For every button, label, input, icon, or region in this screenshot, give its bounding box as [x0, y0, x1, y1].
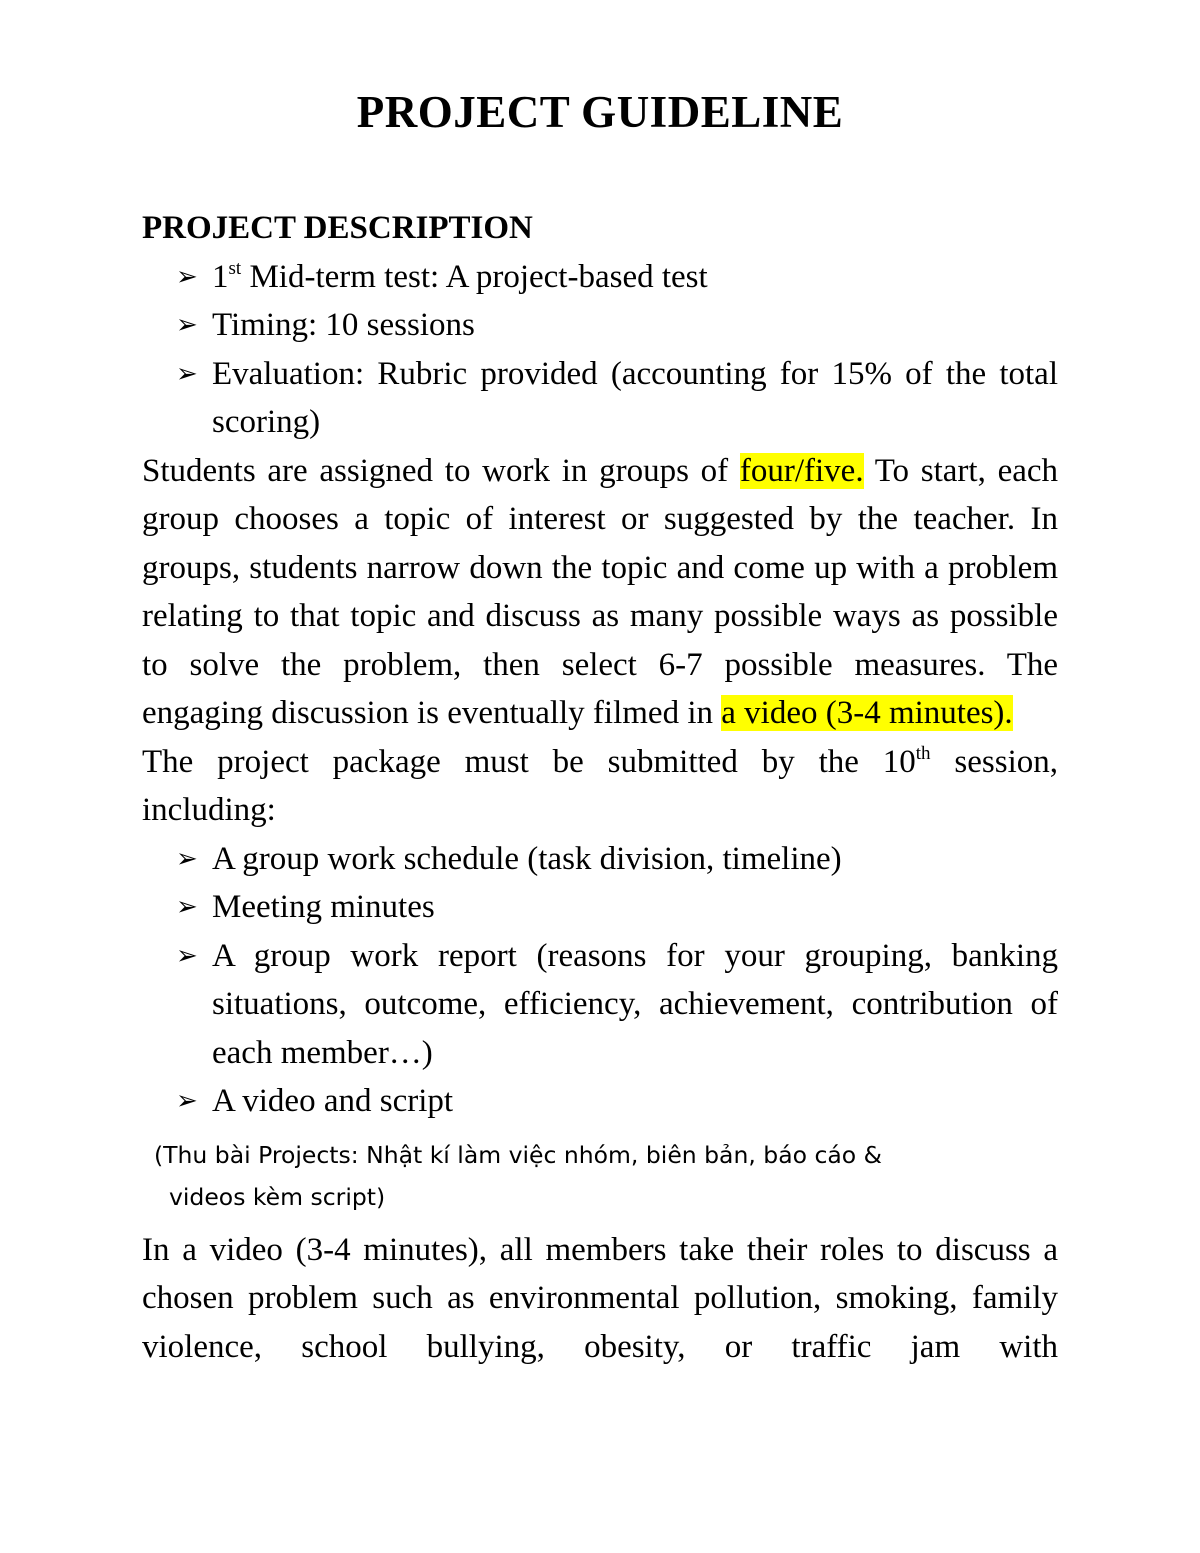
arrowhead-bullet-icon: ➢ [176, 892, 198, 922]
ordinal-suffix: th [915, 742, 931, 764]
paragraph-group-work [142, 447, 1058, 738]
bullet-item-video [176, 1077, 1058, 1126]
bullet-text: Mid-term test: A project-based test [241, 258, 708, 295]
bullet-text: A group work schedule (task division, timeline) [212, 840, 842, 877]
vietnamese-note [154, 1134, 954, 1218]
arrowhead-bullet-icon: ➢ [176, 358, 198, 389]
paragraph-video-discussion: In a video (3-4 minutes), all members take their roles to discuss a chosen problem such as environmental pollution, smoking, family violence, school bullying, obesity, or traffic jam with [142, 1231, 1058, 1365]
bullet-item-midterm [176, 253, 1058, 302]
bullet-text: A group work report (reasons for your grouping, banking situations, outcome, efficiency, achievement, contribution of each member…) [212, 937, 1058, 1071]
bullet-item-minutes [176, 883, 1058, 932]
bullet-text: 1 [212, 258, 229, 295]
bullet-text: Meeting minutes [212, 889, 435, 925]
arrowhead-bullet-icon: ➢ [176, 843, 198, 874]
bullet-item-report [176, 932, 1058, 1078]
paragraph-submission [142, 738, 1058, 835]
arrowhead-bullet-icon: ➢ [176, 1086, 198, 1116]
document-page [142, 84, 1058, 1371]
paragraph-text: Students are assigned to work in groups of [142, 452, 740, 489]
paragraph-text: The project package must be submitted by the 10 [142, 743, 916, 780]
highlighted-text-group-size: four/five. [739, 452, 864, 489]
bullet-text: Evaluation: Rubric provided (accounting for 15% of the total scoring) [212, 355, 1058, 440]
paragraph-text: session, including: [142, 743, 1058, 828]
description-bullet-list [142, 253, 1058, 447]
bullet-item-evaluation [176, 350, 1058, 447]
bullet-text: Timing: 10 sessions [212, 307, 475, 343]
ordinal-suffix: st [228, 257, 242, 279]
note-line: videos kèm script) [169, 1182, 386, 1211]
arrowhead-bullet-icon: ➢ [176, 940, 198, 971]
highlighted-text-video-length: a video (3-4 minutes). [721, 695, 1013, 731]
bullet-text: A video and script [212, 1083, 454, 1119]
note-line: (Thu bài Projects: Nhật kí làm việc nhóm, biên bản, báo cáo & [154, 1140, 882, 1169]
paragraph-text: To start, each group chooses a topic of interest or suggested by the teacher. In groups, students narrow down the topic and come up with a problem relating to that topic and discuss as many possible ways as possible to solve the problem, then select 6-7 possible measures. The engaging discussion is eventually filmed in [142, 452, 1059, 731]
arrowhead-bullet-icon: ➢ [176, 310, 198, 340]
bullet-item-schedule [176, 835, 1058, 884]
arrowhead-bullet-icon: ➢ [176, 261, 198, 292]
bullet-item-timing [176, 301, 1058, 350]
document-title: PROJECT GUIDELINE [356, 87, 844, 137]
package-bullet-list [142, 835, 1058, 1126]
section-heading: PROJECT DESCRIPTION [142, 210, 533, 246]
